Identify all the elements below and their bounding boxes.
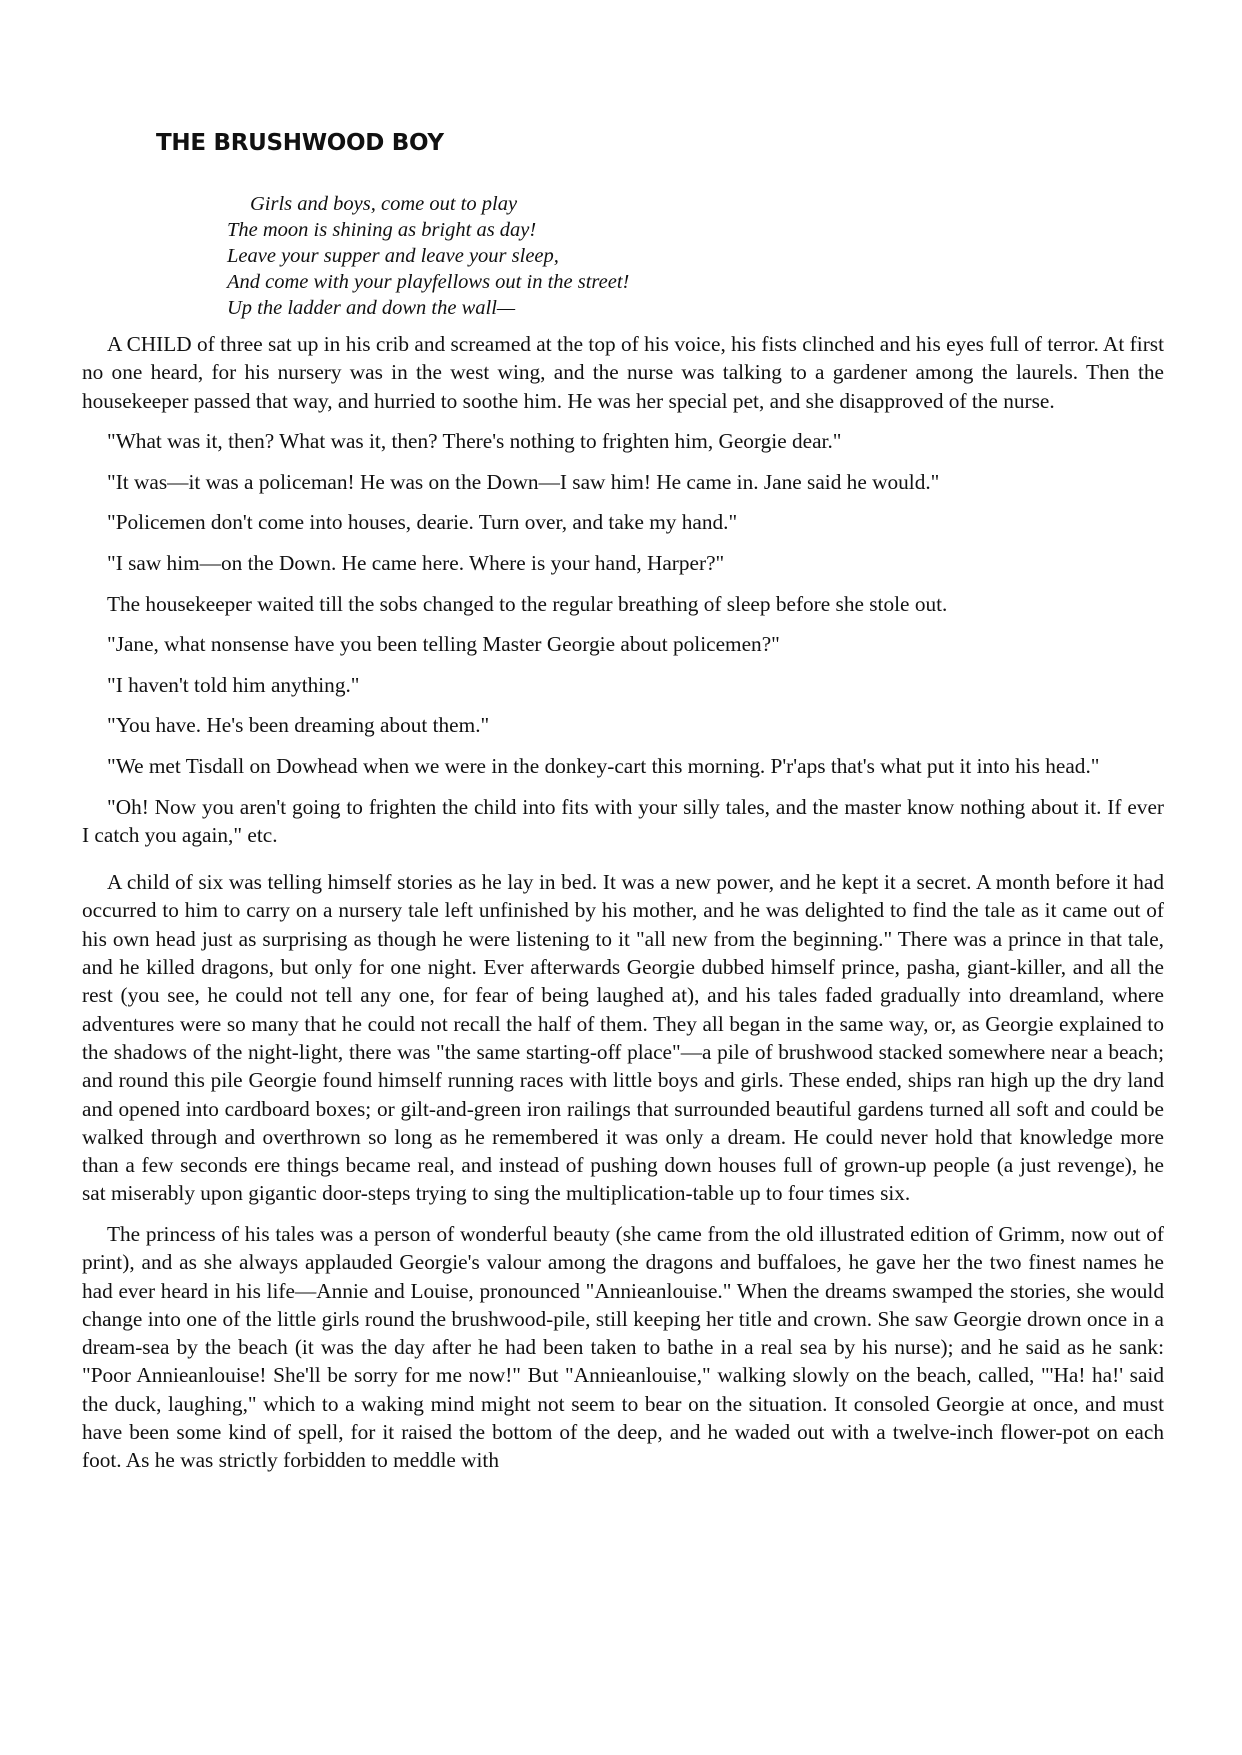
verse-line: Leave your supper and leave your sleep, xyxy=(227,245,559,267)
paragraph: "I haven't told him anything." xyxy=(107,672,360,697)
verse-line: And come with your playfellows out in the street! xyxy=(227,271,630,293)
verse-line: The moon is shining as bright as day! xyxy=(227,219,537,241)
chapter-title: THE BRUSHWOOD BOY xyxy=(156,130,444,156)
verse-line: Up the ladder and down the wall— xyxy=(227,297,516,319)
paragraph: "I saw him—on the Down. He came here. Where is your hand, Harper?" xyxy=(107,550,725,575)
paragraph: "Jane, what nonsense have you been telling Master Georgie about policemen?" xyxy=(107,632,780,657)
paragraph: "Policemen don't come into houses, dearie. Turn over, and take my hand." xyxy=(107,510,738,535)
paragraph: The housekeeper waited till the sobs changed to the regular breathing of sleep before she stole out. xyxy=(107,591,948,616)
paragraph: The princess of his tales was a person of wonderful beauty (she came from the old illustrated edition of Grimm, now out of print), and as she always applauded Georgie's valour among the dragons and buffaloes, he gave her the two finest names he had ever heard in his life—Annie and Louise, pronounced "Annieanlouise." When the dreams swamped the stories, she would change into one of the little girls round the brushwood-pile, still keeping her title and crown. She saw Georgie drown once in a dream-sea by the beach (it was the day after he had been taken to bathe in a real sea by his nurse); and he said as he sank: "Poor Annieanlouise! She'll be sorry for me now!" But "Annieanlouise," walking slowly on the beach, called, "'Ha! ha!' said the duck, laughing," which to a waking mind might not seem to bear on the situation. It consoled Georgie at once, and must have been some kind of spell, for it raised the bottom of the deep, and he waded out with a twelve-inch flower-pot on each foot. As he was strictly forbidden to meddle with xyxy=(82,1221,1164,1473)
body-text xyxy=(82,330,1164,1487)
paragraph: "You have. He's been dreaming about them." xyxy=(107,713,490,738)
paragraph: A CHILD of three sat up in his crib and screamed at the top of his voice, his fists clinched and his eyes full of terror. At first no one heard, for his nursery was in the west wing, and the nurse was talking to a gardener among the laurels. Then the housekeeper passed that way, and hurried to soothe him. He was her special pet, and she disapproved of the nurse. xyxy=(82,332,1164,413)
paragraph: "Oh! Now you aren't going to frighten the child into fits with your silly tales, and the master know nothing about it. If ever I catch you again," etc. xyxy=(82,794,1164,847)
epigraph-verse xyxy=(227,191,629,321)
paragraph: "It was—it was a policeman! He was on the Down—I saw him! He came in. Jane said he would." xyxy=(107,469,940,494)
paragraph: A child of six was telling himself stories as he lay in bed. It was a new power, and he kept it a secret. A month before it had occurred to him to carry on a nursery tale left unfinished by his mother, and he was delighted to find the tale as it came out of his own head just as surprising as though he were listening to it "all new from the beginning." There was a prince in that tale, and he killed dragons, but only for one night. Ever afterwards Georgie dubbed himself prince, pasha, giant-killer, and all the rest (you see, he could not tell any one, for fear of being laughed at), and his tales faded gradually into dreamland, where adventures were so many that he could not recall the half of them. They all began in the same way, or, as Georgie explained to the shadows of the night-light, there was "the same starting-off place"—a pile of brushwood stacked somewhere near a beach; and round this pile Georgie found himself running races with little boys and girls. These ended, ships ran high up the dry land and opened into cardboard boxes; or gilt-and-green iron railings that surrounded beautiful gardens turned all soft and could be walked through and overthrown so long as he remembered it was only a dream. He could never hold that knowledge more than a few seconds ere things became real, and instead of pushing down houses full of grown-up people (a just revenge), he sat miserably upon gigantic door-steps trying to sing the multiplication-table up to four times six. xyxy=(82,870,1164,1206)
verse-line: Girls and boys, come out to play xyxy=(250,193,518,215)
paragraph: "What was it, then? What was it, then? There's nothing to frighten him, Georgie dear." xyxy=(107,429,842,454)
paragraph: "We met Tisdall on Dowhead when we were in the donkey-cart this morning. P'r'aps that's what put it into his head." xyxy=(107,753,1100,778)
